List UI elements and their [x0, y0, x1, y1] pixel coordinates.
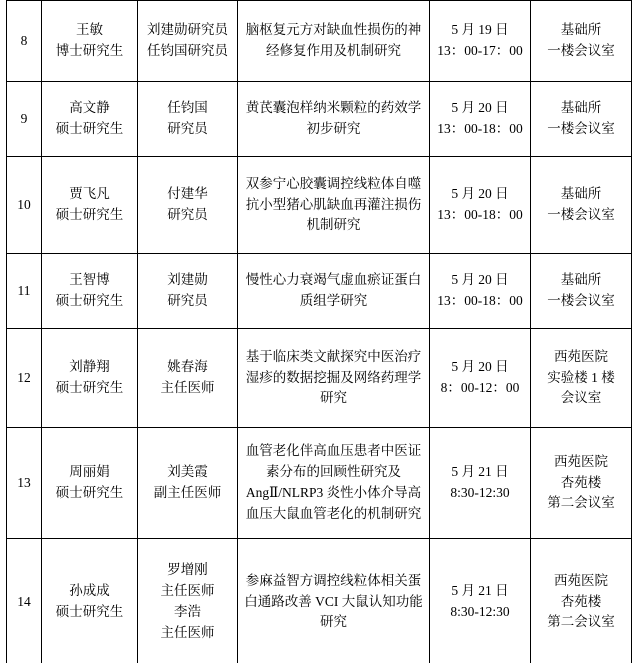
supervisor-cell: [138, 428, 238, 539]
place-line-2: 实验楼 1 楼: [547, 369, 615, 385]
time-date: 5 月 20 日: [451, 100, 509, 116]
place-line-1: 西苑医院: [554, 348, 608, 364]
supervisor-title-1: 副主任医师: [153, 485, 222, 500]
time-date: 5 月 21 日: [451, 583, 509, 599]
time-date: 5 月 19 日: [451, 22, 509, 38]
time-date: 5 月 20 日: [451, 359, 509, 375]
presenter-cell: [42, 254, 138, 329]
table-row: [7, 1, 632, 82]
time-cell: [430, 254, 531, 329]
place-line-2: 一楼会议室: [547, 121, 615, 136]
time-date: 5 月 21 日: [451, 464, 509, 480]
time-range: 8:30-12:30: [450, 604, 510, 619]
presenter-degree: 硕士研究生: [55, 485, 124, 500]
presenter-degree: 硕士研究生: [55, 207, 124, 222]
place-line-3: 会议室: [560, 390, 602, 406]
place-line-1: 西苑医院: [554, 572, 608, 588]
presenter-degree: 硕士研究生: [55, 380, 124, 395]
topic-title: 血管老化伴高血压患者中医证素分布的回顾性研究及 AngⅡ/NLRP3 炎性小体介导高血压大鼠血管老化的机制研究: [238, 428, 430, 539]
time-cell: [430, 157, 531, 254]
row-number: 9: [7, 82, 42, 157]
place-cell: [531, 254, 632, 329]
time-cell: [430, 1, 531, 82]
time-range: 13：00-18：00: [437, 207, 523, 222]
time-range: 8：00-12：00: [440, 380, 520, 395]
table-row: [7, 539, 632, 663]
time-range: 13：00-18：00: [437, 293, 523, 308]
row-number: 11: [7, 254, 42, 329]
presenter-degree: 硕士研究生: [55, 121, 124, 136]
place-cell: [531, 1, 632, 82]
place-line-1: 基础所: [560, 22, 602, 38]
supervisor-cell: [138, 539, 238, 663]
time-range: 13：00-18：00: [437, 121, 523, 136]
supervisor-cell: [138, 82, 238, 157]
time-range: 13：00-17：00: [437, 43, 523, 58]
row-number: 8: [7, 1, 42, 82]
supervisor-name-1: 刘美霞: [167, 464, 208, 480]
row-number: 10: [7, 157, 42, 254]
defense-schedule-table: [6, 0, 632, 663]
row-number: 14: [7, 539, 42, 663]
place-line-2: 杏苑楼: [560, 474, 602, 490]
presenter-cell: [42, 428, 138, 539]
presenter-cell: [42, 1, 138, 82]
supervisor-title-2: 主任医师: [160, 624, 215, 640]
time-date: 5 月 20 日: [451, 272, 509, 288]
time-cell: [430, 329, 531, 428]
row-number: 12: [7, 329, 42, 428]
place-line-1: 基础所: [560, 186, 602, 202]
time-date: 5 月 20 日: [451, 186, 509, 202]
presenter-name: 王智博: [69, 272, 110, 288]
table-row: [7, 329, 632, 428]
topic-title: 脑枢复元方对缺血性损伤的神经修复作用及机制研究: [238, 1, 430, 82]
time-cell: [430, 428, 531, 539]
presenter-cell: [42, 82, 138, 157]
table-row: [7, 82, 632, 157]
place-cell: [531, 82, 632, 157]
time-cell: [430, 539, 531, 663]
supervisor-title-1: 主任医师: [160, 380, 215, 395]
presenter-cell: [42, 157, 138, 254]
place-line-2: 一楼会议室: [547, 293, 615, 308]
presenter-degree: 硕士研究生: [55, 604, 124, 619]
supervisor-cell: [138, 1, 238, 82]
presenter-cell: [42, 329, 138, 428]
place-cell: [531, 157, 632, 254]
time-cell: [430, 82, 531, 157]
place-line-2: 一楼会议室: [547, 43, 615, 58]
place-cell: [531, 539, 632, 663]
presenter-name: 周丽娟: [69, 464, 110, 480]
topic-title: 慢性心力衰竭气虚血瘀证蛋白质组学研究: [238, 254, 430, 329]
presenter-name: 贾飞凡: [69, 186, 110, 202]
presenter-name: 孙成成: [69, 583, 110, 599]
presenter-cell: [42, 539, 138, 663]
presenter-name: 刘静翔: [69, 359, 110, 375]
presenter-name: 王敏: [76, 22, 103, 38]
row-number: 13: [7, 428, 42, 539]
place-line-2: 杏苑楼: [560, 593, 602, 609]
place-line-1: 基础所: [560, 100, 602, 116]
presenter-name: 高文静: [69, 100, 110, 116]
supervisor-title-1: 主任医师: [160, 583, 215, 599]
supervisor-name-1: 刘建勋: [167, 272, 208, 288]
supervisor-name-1: 刘建勋研究员: [147, 22, 228, 38]
topic-title: 黄芪囊泡样纳米颗粒的药效学初步研究: [238, 82, 430, 157]
supervisor-name-2: 研究员: [167, 207, 208, 222]
supervisor-cell: [138, 157, 238, 254]
supervisor-cell: [138, 254, 238, 329]
presenter-degree: 博士研究生: [55, 43, 124, 58]
supervisor-name-2: 李浩: [174, 604, 201, 619]
topic-title: 双参宁心胶囊调控线粒体自噬抗小型猪心肌缺血再灌注损伤机制研究: [238, 157, 430, 254]
supervisor-name-1: 任钧国: [167, 100, 208, 116]
supervisor-name-1: 罗增刚: [167, 562, 208, 578]
place-line-3: 第二会议室: [547, 614, 615, 630]
topic-title: 基于临床类文献探究中医治疗湿疹的数据挖掘及网络药理学研究: [238, 329, 430, 428]
place-cell: [531, 329, 632, 428]
presenter-degree: 硕士研究生: [55, 293, 124, 308]
supervisor-name-2: 任钧国研究员: [147, 43, 228, 58]
table-row: [7, 157, 632, 254]
supervisor-name-1: 姚春海: [167, 359, 208, 375]
supervisor-name-1: 付建华: [167, 186, 208, 202]
topic-title: 参麻益智方调控线粒体相关蛋白通路改善 VCI 大鼠认知功能研究: [238, 539, 430, 663]
place-line-1: 西苑医院: [554, 453, 608, 469]
place-cell: [531, 428, 632, 539]
place-line-2: 一楼会议室: [547, 207, 615, 222]
place-line-1: 基础所: [560, 272, 602, 288]
table-row: [7, 254, 632, 329]
supervisor-name-2: 研究员: [167, 121, 208, 136]
table-row: [7, 428, 632, 539]
supervisor-cell: [138, 329, 238, 428]
place-line-3: 第二会议室: [547, 495, 615, 511]
time-range: 8:30-12:30: [450, 485, 510, 500]
supervisor-name-2: 研究员: [167, 293, 208, 308]
